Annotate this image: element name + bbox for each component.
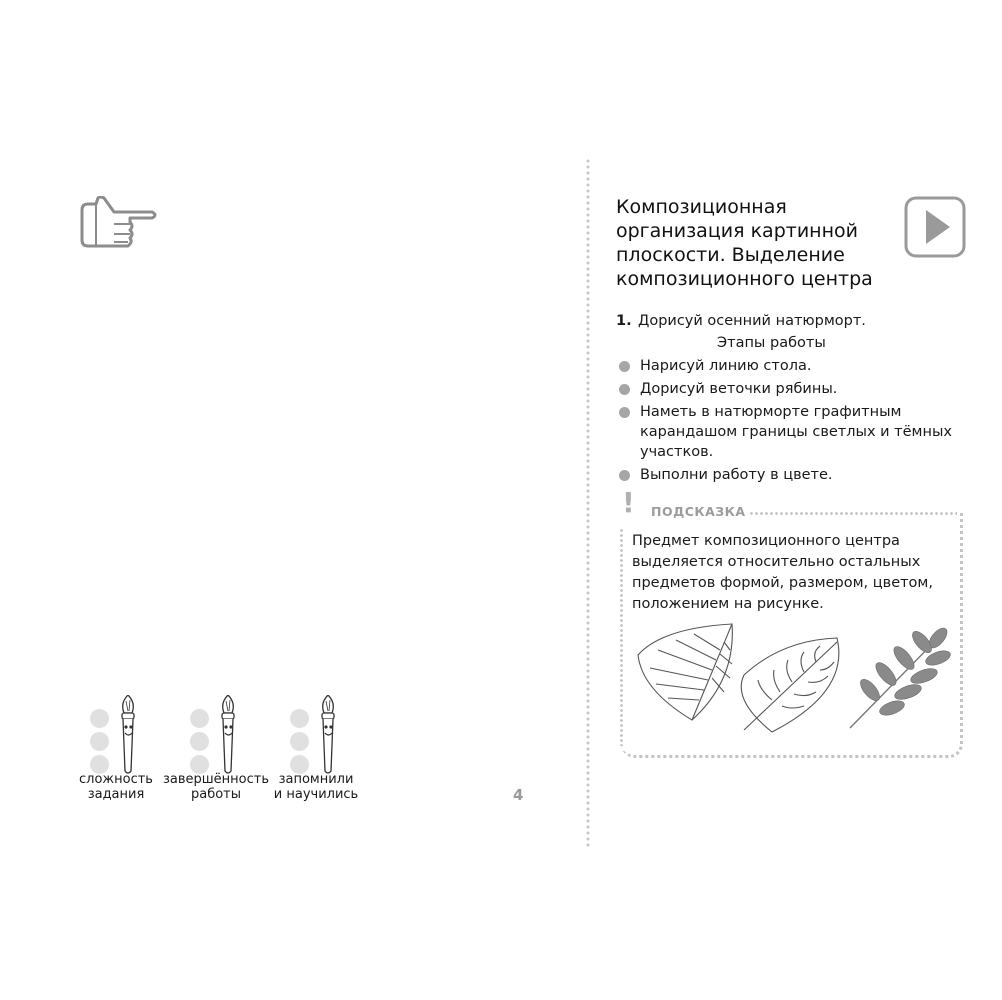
page-spine <box>585 158 591 848</box>
rating-label-learned: запомнили и научились <box>273 772 359 802</box>
play-icon[interactable] <box>904 196 966 258</box>
rating-dot[interactable] <box>190 709 209 728</box>
leaf-icon <box>850 625 952 728</box>
paintbrush-character-icon <box>116 695 140 775</box>
steps-list <box>616 356 956 488</box>
leaf-icon <box>638 624 732 720</box>
rating-label-completeness: завершённость работы <box>162 772 270 802</box>
rating-dot[interactable] <box>190 732 209 751</box>
rating-dots <box>290 709 310 778</box>
hint-label: ПОДСКАЗКА <box>651 504 746 519</box>
rating-dot[interactable] <box>290 709 309 728</box>
rating-label-difficulty: сложность задания <box>79 772 153 802</box>
pointing-hand-icon <box>78 196 158 258</box>
paintbrush-character-icon <box>316 695 340 775</box>
list-item: Дорисуй веточки рябины. <box>616 379 956 399</box>
page-number: 4 <box>513 786 524 804</box>
exclamation-icon: ! <box>622 486 635 519</box>
leaves-illustration <box>632 620 957 735</box>
leaf-icon <box>741 638 839 732</box>
task-1 <box>616 312 866 331</box>
task-text: Дорисуй осенний натюрморт. <box>638 313 866 329</box>
page-title: Композиционная организация картинной плоскости. Выделение композиционного центра <box>616 196 873 290</box>
list-item: Выполни работу в цвете. <box>616 465 956 485</box>
rating-dots <box>90 709 110 778</box>
rating-dot[interactable] <box>90 732 109 751</box>
stages-heading: Этапы работы <box>717 335 826 351</box>
list-item: Нарисуй линию стола. <box>616 356 956 376</box>
hint-text: Предмет композиционного центра выделяется относительно остальных предметов формой, размером, цветом, положением на рисунке. <box>632 533 933 612</box>
rating-dot[interactable] <box>90 709 109 728</box>
list-item: Наметь в натюрморте графитным карандашом границы светлых и тёмных участков. <box>616 402 956 462</box>
rating-dot[interactable] <box>290 732 309 751</box>
paintbrush-character-icon <box>216 695 240 775</box>
task-number: 1. <box>616 313 632 329</box>
rating-dots <box>190 709 210 778</box>
